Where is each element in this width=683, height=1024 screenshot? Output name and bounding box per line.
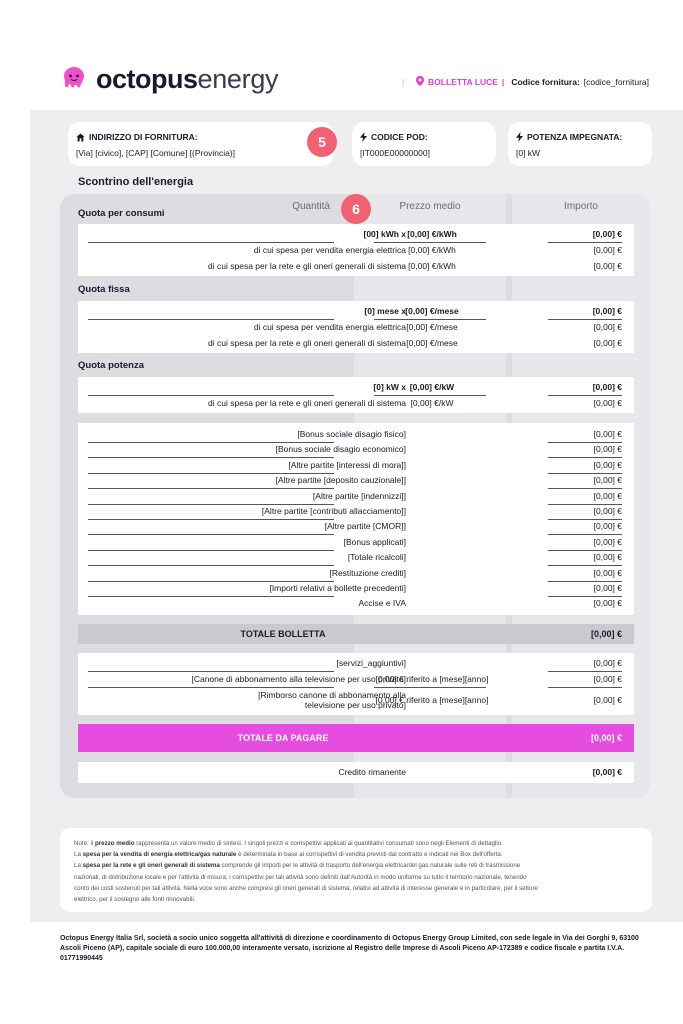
note-line: Note: il prezzo medio rappresenta un valore medio di sintesi. I singoli prezzi e corrispettivi applicati ai quantitativi consumati sono negli Elementi di dettaglio.: [74, 840, 503, 847]
column-header-average-price: Prezzo medio: [399, 201, 461, 212]
bill-total-amount: [0,00] €: [590, 629, 622, 639]
table-row: [Altre partite [indennizzi]] [0,00] €: [312, 490, 622, 501]
lightning-bolt-icon: [360, 132, 367, 142]
remaining-credit-amount: [0,00] €: [592, 767, 622, 777]
group-title-power: Quota potenza: [78, 360, 144, 371]
other-items-block: [78, 423, 634, 615]
total-to-pay-amount: [0,00] €: [590, 733, 622, 743]
table-row: di cui spesa per la rete e gli oneri generali di sistema [0,00] €/kWh [0,00] €: [208, 261, 622, 271]
octopus-energy-logo: [60, 64, 278, 94]
supply-address-title: INDIRIZZO DI FORNITURA:: [89, 132, 198, 142]
table-row: [0] mese x [0,00] €/mese [0,00] €: [364, 306, 622, 316]
table-row: [Altre partite [deposito cauzionale]] [0,00] €: [275, 475, 622, 486]
logo-word-energy: energy: [197, 64, 279, 94]
table-row: [Bonus sociale disagio economico] [0,00] €: [275, 444, 622, 455]
table-row: [Totale ricalcoli] [0,00] €: [347, 552, 622, 563]
logo-word-octopus: octopus: [96, 64, 198, 94]
supply-address-card: [68, 122, 334, 166]
note-line: conto dei costi sostenuti per tali attività. Nella voce sono anche compresi gli oneri generali di sistema, relativi ad attività di interesse generale e in particolare, per il settore: [74, 884, 538, 892]
supply-code-label: Codice fornitura:: [511, 77, 580, 87]
table-row: [Altre partite [interessi di mora]] [0,00] €: [288, 459, 622, 470]
table-row: [Restituzione crediti] [0,00] €: [329, 567, 622, 578]
table-row: [0] kW x [0,00] €/kW [0,00] €: [373, 382, 622, 392]
fixed-block: [78, 301, 634, 353]
supply-address-value: [Via] [civico], [CAP] [Comune] [(Provincia)]: [76, 148, 236, 158]
total-to-pay-label: TOTALE DA PAGARE: [237, 733, 329, 743]
note-line: La spesa per la rete e gli oneri generali di sistema comprende gli importi per le attività di trasporto dell'energia elettrica/del gas naturale sulle reti di trasmissione: [74, 862, 521, 870]
committed-power-card: [508, 122, 652, 166]
table-row: Accise e IVA [0,00] €: [358, 598, 622, 609]
table-row: [Bonus applicati] [0,00] €: [343, 536, 622, 547]
total-to-pay-bar: [78, 724, 634, 752]
house-icon: [76, 133, 85, 142]
location-pin-icon: [416, 76, 424, 88]
table-row: [Bonus sociale disagio fisico] [0,00] €: [297, 429, 622, 439]
table-row: di cui spesa per la rete e gli oneri generali di sistema [0,00] €/mese [0,00] €: [208, 338, 622, 348]
remaining-credit-block: [78, 762, 634, 783]
footer-line: Ascoli Piceno (AP), capitale sociale di euro 100.000,00 interamente versato, iscrizione al Registro delle Imprese di Ascoli Piceno AP-172389 e codice fiscale e partita I.V.A.: [60, 945, 625, 952]
services-block: [78, 653, 634, 715]
remaining-credit-label: Credito rimanente: [338, 767, 406, 777]
table-row: di cui spesa per la rete e gli oneri generali di sistema [0,00] €/kW [0,00] €: [208, 398, 622, 408]
step-badge-5: 5: [307, 127, 337, 157]
notes-box: [60, 828, 652, 912]
lightning-bolt-icon: [516, 132, 523, 142]
consumption-block: [78, 224, 634, 276]
table-row: di cui spesa per vendita energia elettrica [0,00] €/kWh [0,00] €: [253, 245, 622, 255]
table-row: [00] kWh x [0,00] €/kWh [0,00] €: [363, 229, 622, 239]
pod-code-title: CODICE POD:: [371, 132, 428, 142]
table-row: [Importi relativi a bollette precedenti] [0,00] €: [269, 583, 622, 593]
octopus-mascot-icon: [60, 65, 88, 93]
bill-total-bar: [78, 624, 634, 644]
footer-line: Octopus Energy Italia Srl, società a socio unico soggetta all'attività di direzione e coordinamento di Octopus Energy Group Limited, con sede legale in Via dei Gorghi 9, 63100: [60, 935, 639, 942]
note-line: La spesa per la vendita di energia elettrica/gas naturale è determinata in base ai corrispettivi di vendita previsti dal contratto e indicati nel Box dell'offerta.: [74, 851, 503, 859]
header-separator-2: |: [501, 77, 505, 87]
column-header-quantity: Quantità: [292, 201, 330, 212]
note-line: nazionali, di distribuzione locale e per l'attività di misura; i corrispettivi per tali attività sono definiti dall'Autorità in modo uniforme su tutto il territorio nazionale, tenendo: [74, 873, 527, 881]
table-row: [Rimborso canone di abbonamento alla televisione per uso privato] [0,00] € riferito a [mese][anno] [0,00] €: [258, 690, 622, 710]
committed-power-title: POTENZA IMPEGNATA:: [527, 132, 623, 142]
bill-type-label: BOLLETTA LUCE: [428, 77, 498, 87]
bill-type-header: [402, 76, 649, 88]
step-badge-6: 6: [341, 194, 371, 224]
pod-code-card: [352, 122, 496, 166]
table-row: [Altre partite [CMOR]] [0,00] €: [324, 521, 622, 532]
committed-power-value: [0] kW: [516, 148, 541, 158]
table-row: [Canone di abbonamento alla televisione per uso privato] [0,00] € riferito a [mese][anno] [0,00] €: [191, 674, 622, 684]
bill-total-label: TOTALE BOLLETTA: [240, 629, 326, 639]
column-header-amount: Importo: [564, 201, 598, 212]
table-row: di cui spesa per vendita energia elettrica [0,00] €/mese [0,00] €: [253, 322, 622, 332]
header-separator: |: [401, 77, 405, 87]
note-line: elettrico, per il sostegno alle fonti rinnovabili.: [74, 896, 196, 904]
energy-receipt-title: Scontrino dell'energia: [78, 176, 194, 188]
footer-line: 01771990445: [60, 955, 103, 962]
group-title-fixed: Quota fissa: [78, 284, 130, 295]
table-row: [78, 765, 634, 780]
group-title-consumption: Quota per consumi: [78, 208, 165, 219]
company-footer: [60, 934, 650, 964]
pod-code-value: [IT000E00000000]: [360, 148, 430, 158]
power-block: [78, 377, 634, 413]
table-row: [servizi_aggiuntivi] [0,00] €: [336, 658, 622, 668]
supply-code-value: [codice_fornitura]: [583, 77, 649, 87]
page-header: [0, 0, 683, 110]
table-row: [Altre partite [contributi allacciamento]] [0,00] €: [261, 506, 622, 516]
